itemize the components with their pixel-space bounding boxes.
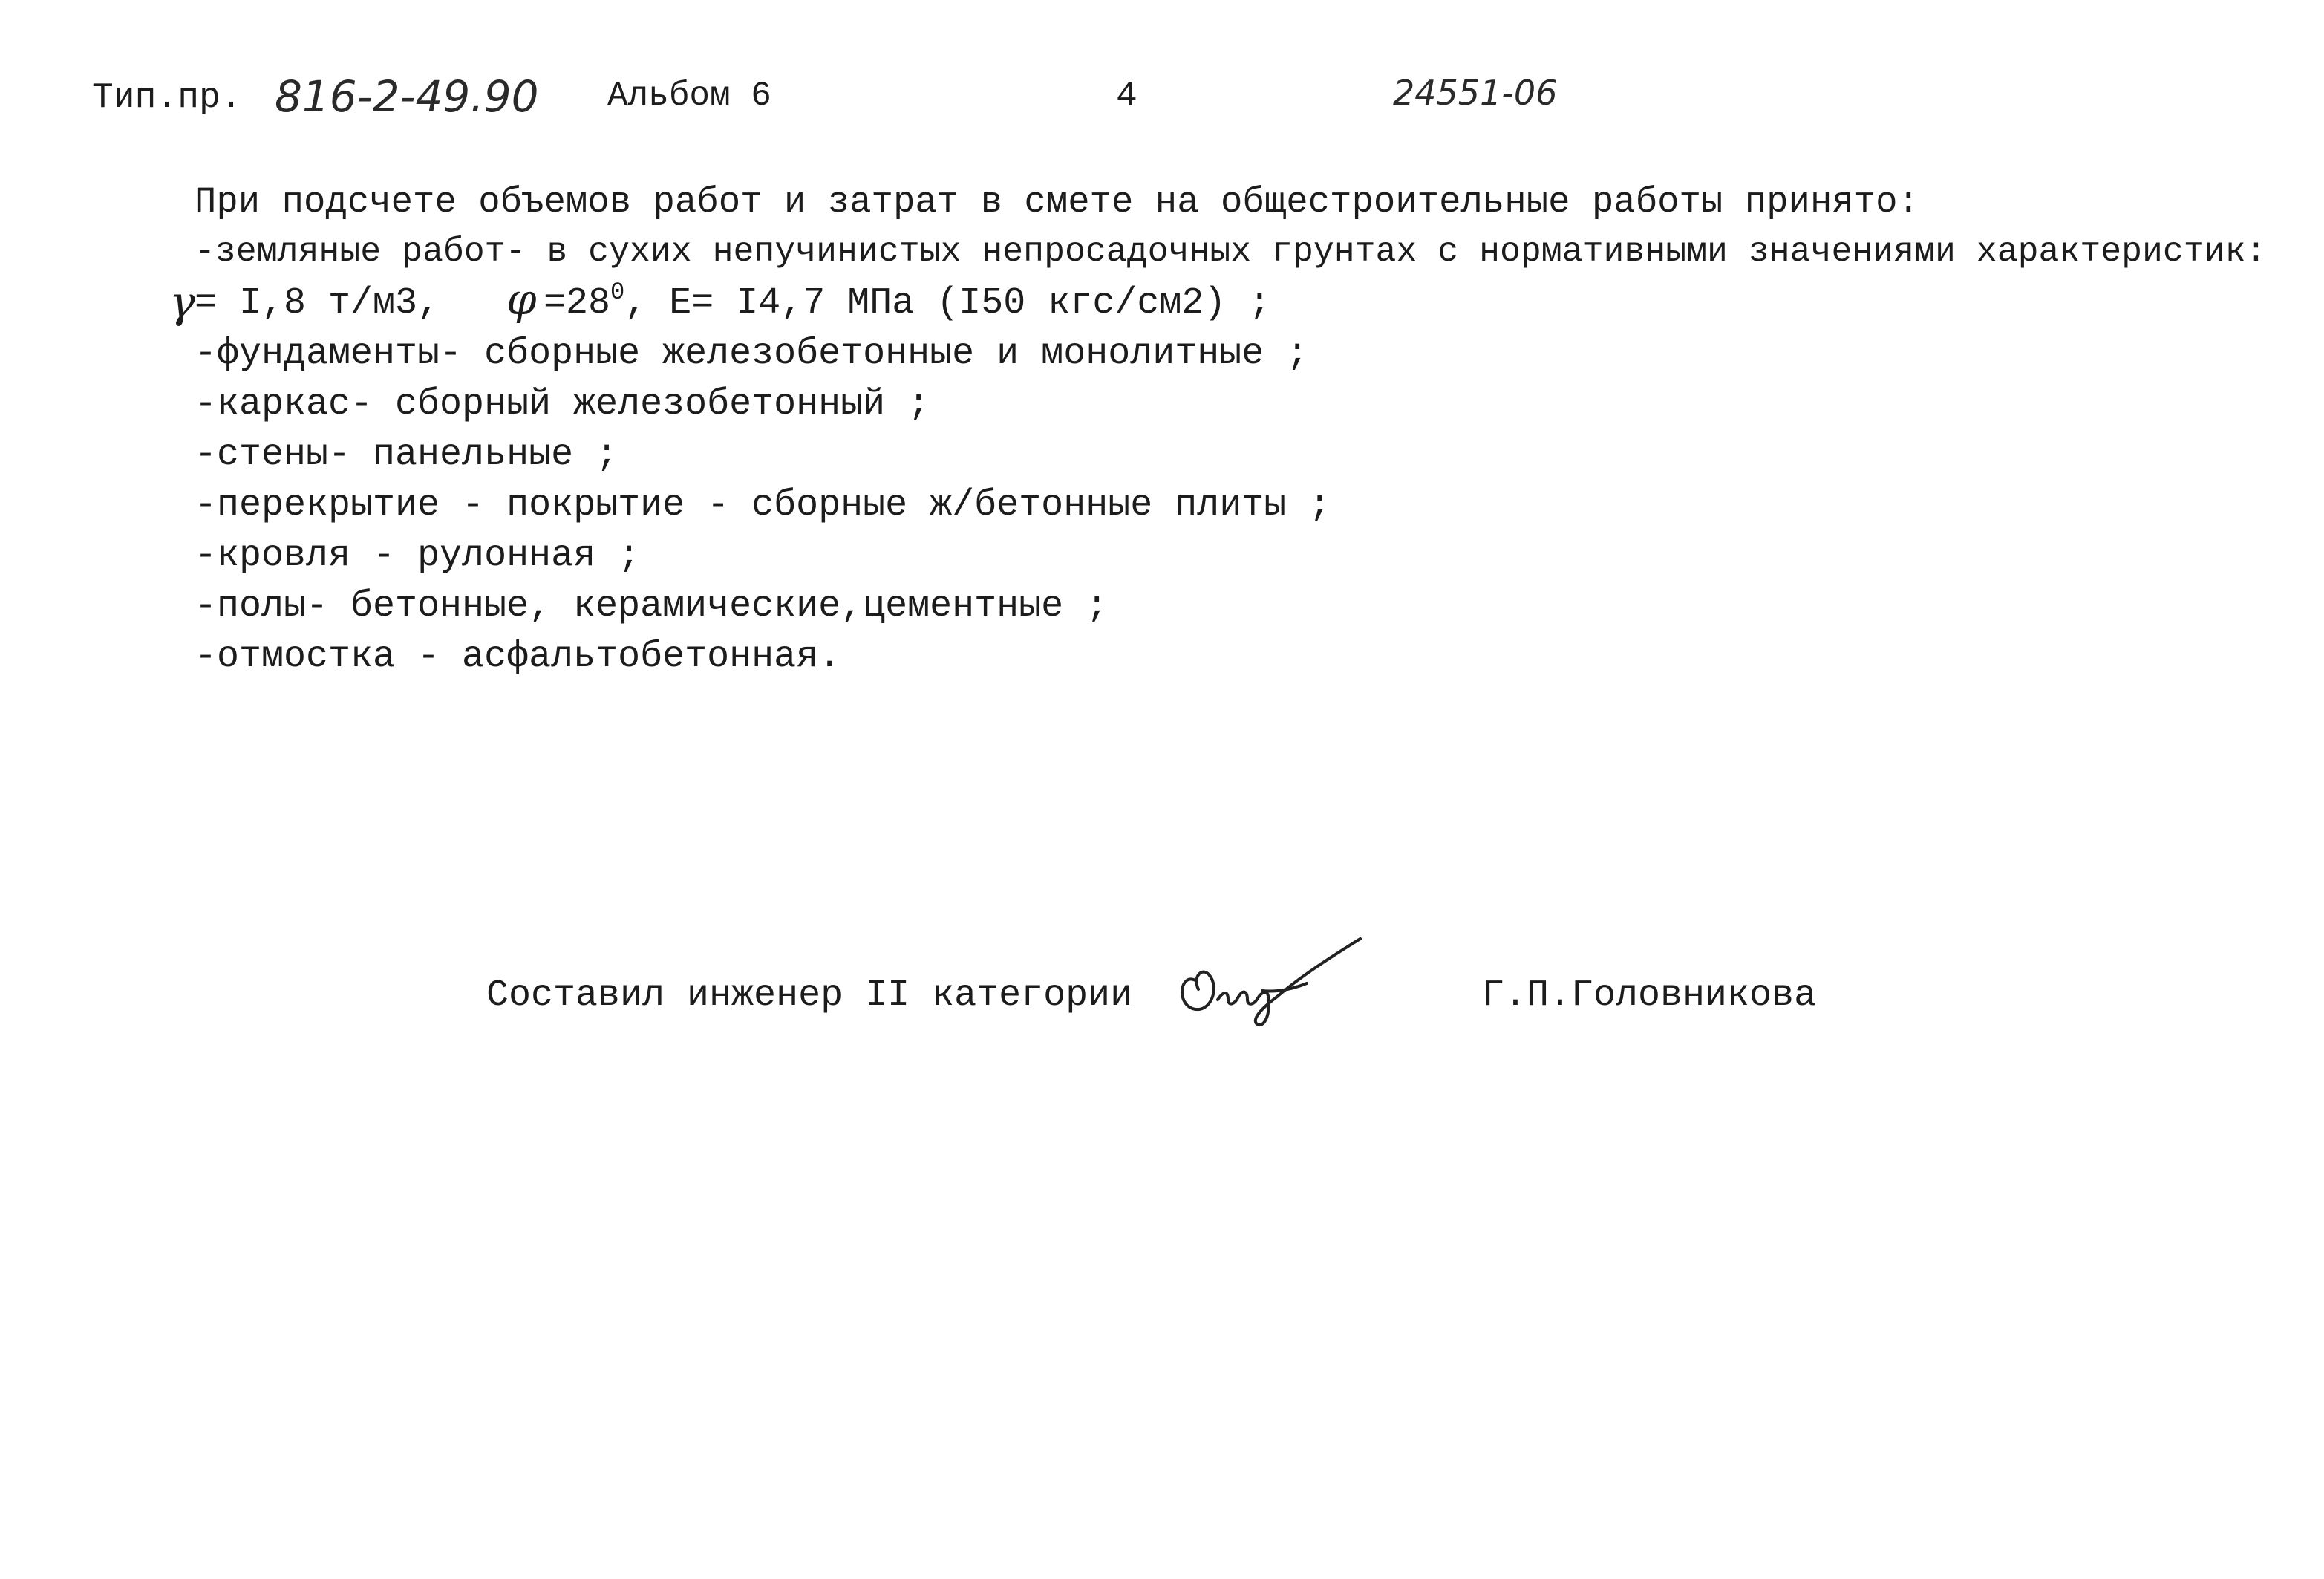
phi-value-number: =28 — [544, 282, 611, 325]
gamma-symbol: γ — [169, 277, 195, 328]
intro-line: При подсчете объемов работ и затрат в смете на общестроительные работы принято: — [195, 181, 1919, 223]
album-label: Альбом 6 — [607, 76, 771, 115]
compiler-name: Г.П.Головникова — [1482, 974, 1817, 1017]
list-item-frame: -каркас- сборный железобетонный ; — [195, 383, 930, 426]
compiled-by-label: Составил инженер II категории — [486, 974, 1133, 1017]
phi-symbol: φ — [506, 274, 537, 325]
list-item-floors: -полы- бетонные, керамические,цементные ; — [195, 585, 1109, 628]
modulus-value: , E= I4,7 МПа (I50 кгс/см2) ; — [624, 282, 1271, 325]
project-code: 816-2-49.90 — [275, 71, 539, 122]
list-item-roofing: -кровля - рулонная ; — [195, 535, 641, 577]
earthworks-line: -земляные работ- в сухих непучинистых непросадочных грунтах с нормативными значениями характеристик: — [195, 232, 2267, 271]
page-number: 4 — [1116, 76, 1137, 117]
phi-degree: 0 — [610, 279, 625, 306]
handwritten-signature — [1166, 928, 1388, 1032]
archive-code: 24551-06 — [1393, 73, 1558, 113]
list-item-blind-area: -отмостка - асфальтобетонная. — [195, 636, 841, 678]
type-label: Тип.пр. — [92, 78, 242, 118]
list-item-foundations: -фундаменты- сборные железобетонные и монолитные ; — [195, 333, 1309, 375]
phi-value — [544, 279, 1271, 325]
list-item-slabs: -перекрытие - покрытие - сборные ж/бетонные плиты ; — [195, 484, 1331, 527]
gamma-value: = I,8 т/м3, — [195, 282, 440, 325]
list-item-walls: -стены- панельные ; — [195, 434, 618, 476]
